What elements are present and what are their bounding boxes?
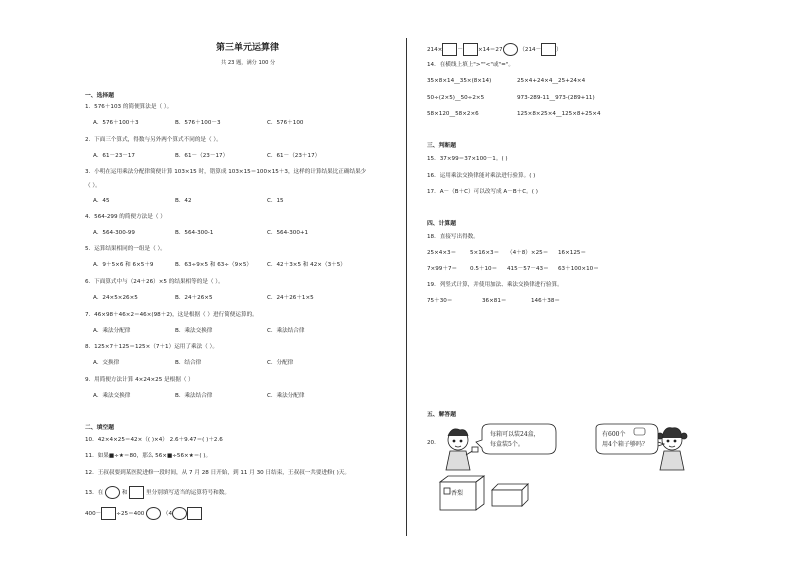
q13a-circle-1[interactable]	[146, 507, 161, 520]
bubble-girl-line1: 有600个	[602, 431, 626, 438]
question-12: 12．王叔叔要到某医院进修一段时间，从 7 月 28 日开始，到 11 月 30 日结束，王叔叔一共要进修( )天。	[85, 470, 350, 476]
q14-r1-a: 35×8×14__35×(8×14)	[427, 78, 492, 84]
q4-option-b[interactable]: B．564-300-1	[175, 230, 214, 236]
q18-r2-c4: 63＋100×10＝	[558, 266, 599, 272]
question-3-line2: （ ）。	[85, 183, 101, 189]
fruit-icon	[444, 488, 450, 494]
question-13	[85, 486, 230, 499]
crate-label: 香梨	[451, 490, 464, 497]
q8-option-b[interactable]: B．结合律	[175, 360, 202, 366]
question-17: 17．A－（B＋C）可以改写成 A－B＋C。( )	[427, 189, 538, 195]
q13b-part1: 214×	[427, 47, 443, 53]
q13a-box-1[interactable]	[101, 507, 116, 520]
bubble-boy-line1: 每箱可以装24盒，	[490, 431, 540, 438]
q5-option-a[interactable]: A．9＋5×6 和 6×5＋9	[93, 262, 154, 268]
question-16: 16．运用乘法交换律能对乘法进行验算。( )	[427, 173, 536, 179]
question-1: 1．576＋103 的简便算法是（ ）。	[85, 104, 173, 110]
q18-r2-c1: 7×99＋7＝	[427, 266, 458, 272]
q1-option-a[interactable]: A．576＋100＋3	[93, 120, 139, 126]
page-subtitle: 共 23 题，满分 100 分	[221, 60, 276, 66]
q5-option-b[interactable]: B．63÷9×5 和 63÷（9×5）	[175, 262, 252, 268]
q13a-part1: 400－	[85, 511, 102, 517]
question-7: 7．46×98＋46×2＝46×(98＋2)，这是根据（ ）进行简便运算的。	[85, 312, 258, 318]
q13a-part2: ÷25＝400	[116, 511, 145, 517]
column-divider	[406, 38, 407, 536]
q9-option-a[interactable]: A．乘法交换律	[93, 393, 131, 399]
q13-equation-a	[85, 507, 202, 520]
q20-illustration	[436, 422, 706, 520]
q13b-box-2[interactable]	[463, 43, 478, 56]
small-box	[492, 484, 528, 506]
q13-prefix: 13．在	[85, 490, 104, 496]
question-2: 2．下面三个算式，得数与另外两个算式不同的是（ ）。	[85, 137, 222, 143]
q6-option-c[interactable]: C．24＋26＋1×5	[267, 295, 314, 301]
q8-option-c[interactable]: C．分配律	[267, 360, 294, 366]
q13-circle-blank[interactable]	[105, 486, 120, 499]
q18-r1-c2: 5×16×3＝	[470, 250, 500, 256]
q18-r1-c1: 25×4×3＝	[427, 250, 457, 256]
section-heading-judge: 三、判断题	[427, 143, 456, 149]
q6-option-a[interactable]: A．24×5×26×5	[93, 295, 138, 301]
q2-option-a[interactable]: A．61－23－17	[93, 153, 135, 159]
q9-option-c[interactable]: C．乘法分配律	[267, 393, 305, 399]
question-11: 11．如果■÷★＝80，那么 56×■÷56×★＝( )。	[85, 453, 212, 459]
q14-r1-b: 25×4+24×4__25+24×4	[517, 78, 586, 84]
question-3-line1: 3．小明在运用乘法分配律简便计算 103×15 时，错算成 103×15＝100×15＋3，这样的计算结果比正确结果少	[85, 169, 367, 175]
q13b-circle[interactable]	[503, 43, 518, 56]
q8-option-a[interactable]: A．交换律	[93, 360, 120, 366]
pear-box-icon	[634, 428, 645, 435]
q7-option-a[interactable]: A．乘法分配律	[93, 328, 131, 334]
q4-option-a[interactable]: A．564-300-99	[93, 230, 135, 236]
question-6: 6．下面算式中与（24＋26）×5 的结果相等的是（ ）。	[85, 279, 224, 285]
q2-option-c[interactable]: C．61－（23＋17）	[267, 153, 321, 159]
question-19: 19．列竖式计算，并使用加法、乘法交换律进行验算。	[427, 282, 563, 288]
q13-suffix: 里分别填写适当的运算符号和数。	[146, 490, 230, 496]
section-heading-choice: 一、选择题	[85, 93, 114, 99]
question-5: 5．运算结果相同的一组是（ ）。	[85, 246, 166, 252]
q13-equation-b	[427, 43, 562, 56]
question-20: 20.	[427, 440, 436, 446]
q3-option-a[interactable]: A．45	[93, 198, 110, 204]
page-title: 第三单元运算律	[216, 43, 280, 53]
q13b-part4: （214－	[519, 47, 542, 53]
question-9: 9．用简便方法计算 4×24×25 是根据（ ）	[85, 377, 194, 383]
q9-option-b[interactable]: B．乘法结合律	[175, 393, 213, 399]
q14-r2-b: 973-289-11__973-(289+11)	[517, 95, 595, 101]
boy-figure	[446, 429, 478, 470]
q6-option-b[interactable]: B．24＋26×5	[175, 295, 213, 301]
q13b-box-1[interactable]	[442, 43, 457, 56]
q18-r1-c3: （4＋8）×25＝	[507, 250, 549, 256]
q13a-part3: （4	[162, 511, 173, 517]
q1-option-c[interactable]: C．576＋100	[267, 120, 304, 126]
section-heading-answer: 五、解答题	[427, 412, 456, 418]
q18-r1-c4: 16×125＝	[558, 250, 587, 256]
question-14: 14．在横线上填上">""<"或"="。	[427, 62, 514, 68]
girl-figure	[657, 428, 687, 470]
section-heading-fill: 二、填空题	[85, 425, 114, 431]
section-heading-calc: 四、计算题	[427, 221, 456, 227]
q13b-close-paren: ）	[556, 47, 562, 53]
q13a-circle-2[interactable]	[172, 507, 187, 520]
q2-option-b[interactable]: B．61－（23－17）	[175, 153, 229, 159]
q18-r2-c2: 0.5＋10＝	[470, 266, 498, 272]
question-10: 10．42×4×25＝42×（( )×4） 2.6＋9.47＝( )＋2.6	[85, 437, 223, 443]
q14-r3-b: 125×8×25×4__125×8+25×4	[517, 111, 601, 117]
q13b-part3: ×14＝27	[477, 47, 503, 53]
q13b-part2: －	[457, 47, 463, 53]
q14-r2-a: 50÷(2×5)__50÷2×5	[427, 95, 485, 101]
bubble-girl-line2: 用4个箱子够吗？	[602, 441, 648, 448]
question-18: 18．直接写出得数。	[427, 234, 479, 240]
q3-option-c[interactable]: C．15	[267, 198, 284, 204]
q19-item-2: 36×81＝	[482, 298, 507, 304]
q4-option-c[interactable]: C．564-300+1	[267, 230, 309, 236]
question-15: 15．37×99＝37×100－1。( )	[427, 156, 508, 162]
q19-item-1: 75＋30＝	[427, 298, 453, 304]
q7-option-b[interactable]: B．乘法交换律	[175, 328, 213, 334]
q14-r3-a: 58×120__58×2×6	[427, 111, 479, 117]
q19-item-3: 146＋38＝	[531, 298, 560, 304]
q13a-box-2[interactable]	[187, 507, 202, 520]
q20-drawing	[436, 422, 706, 520]
q1-option-b[interactable]: B．576＋100－3	[175, 120, 221, 126]
q13b-box-3[interactable]	[541, 43, 556, 56]
q13-and: 和	[121, 490, 128, 496]
q18-r2-c3: 415－57－43＝	[507, 266, 549, 272]
question-8: 8．125×7＋125＝125×（7＋1）运用了乘法（ ）。	[85, 344, 218, 350]
q13-square-blank[interactable]	[129, 486, 144, 499]
bubble-boy-line2: 每盒装5个。	[490, 441, 524, 448]
question-4: 4．564-299 的简便方法是（ ）	[85, 214, 166, 220]
q7-option-c[interactable]: C．乘法结合律	[267, 328, 305, 334]
q5-option-c[interactable]: C．42＋3×5 和 42×（3＋5）	[267, 262, 346, 268]
q3-option-b[interactable]: B．42	[175, 198, 192, 204]
